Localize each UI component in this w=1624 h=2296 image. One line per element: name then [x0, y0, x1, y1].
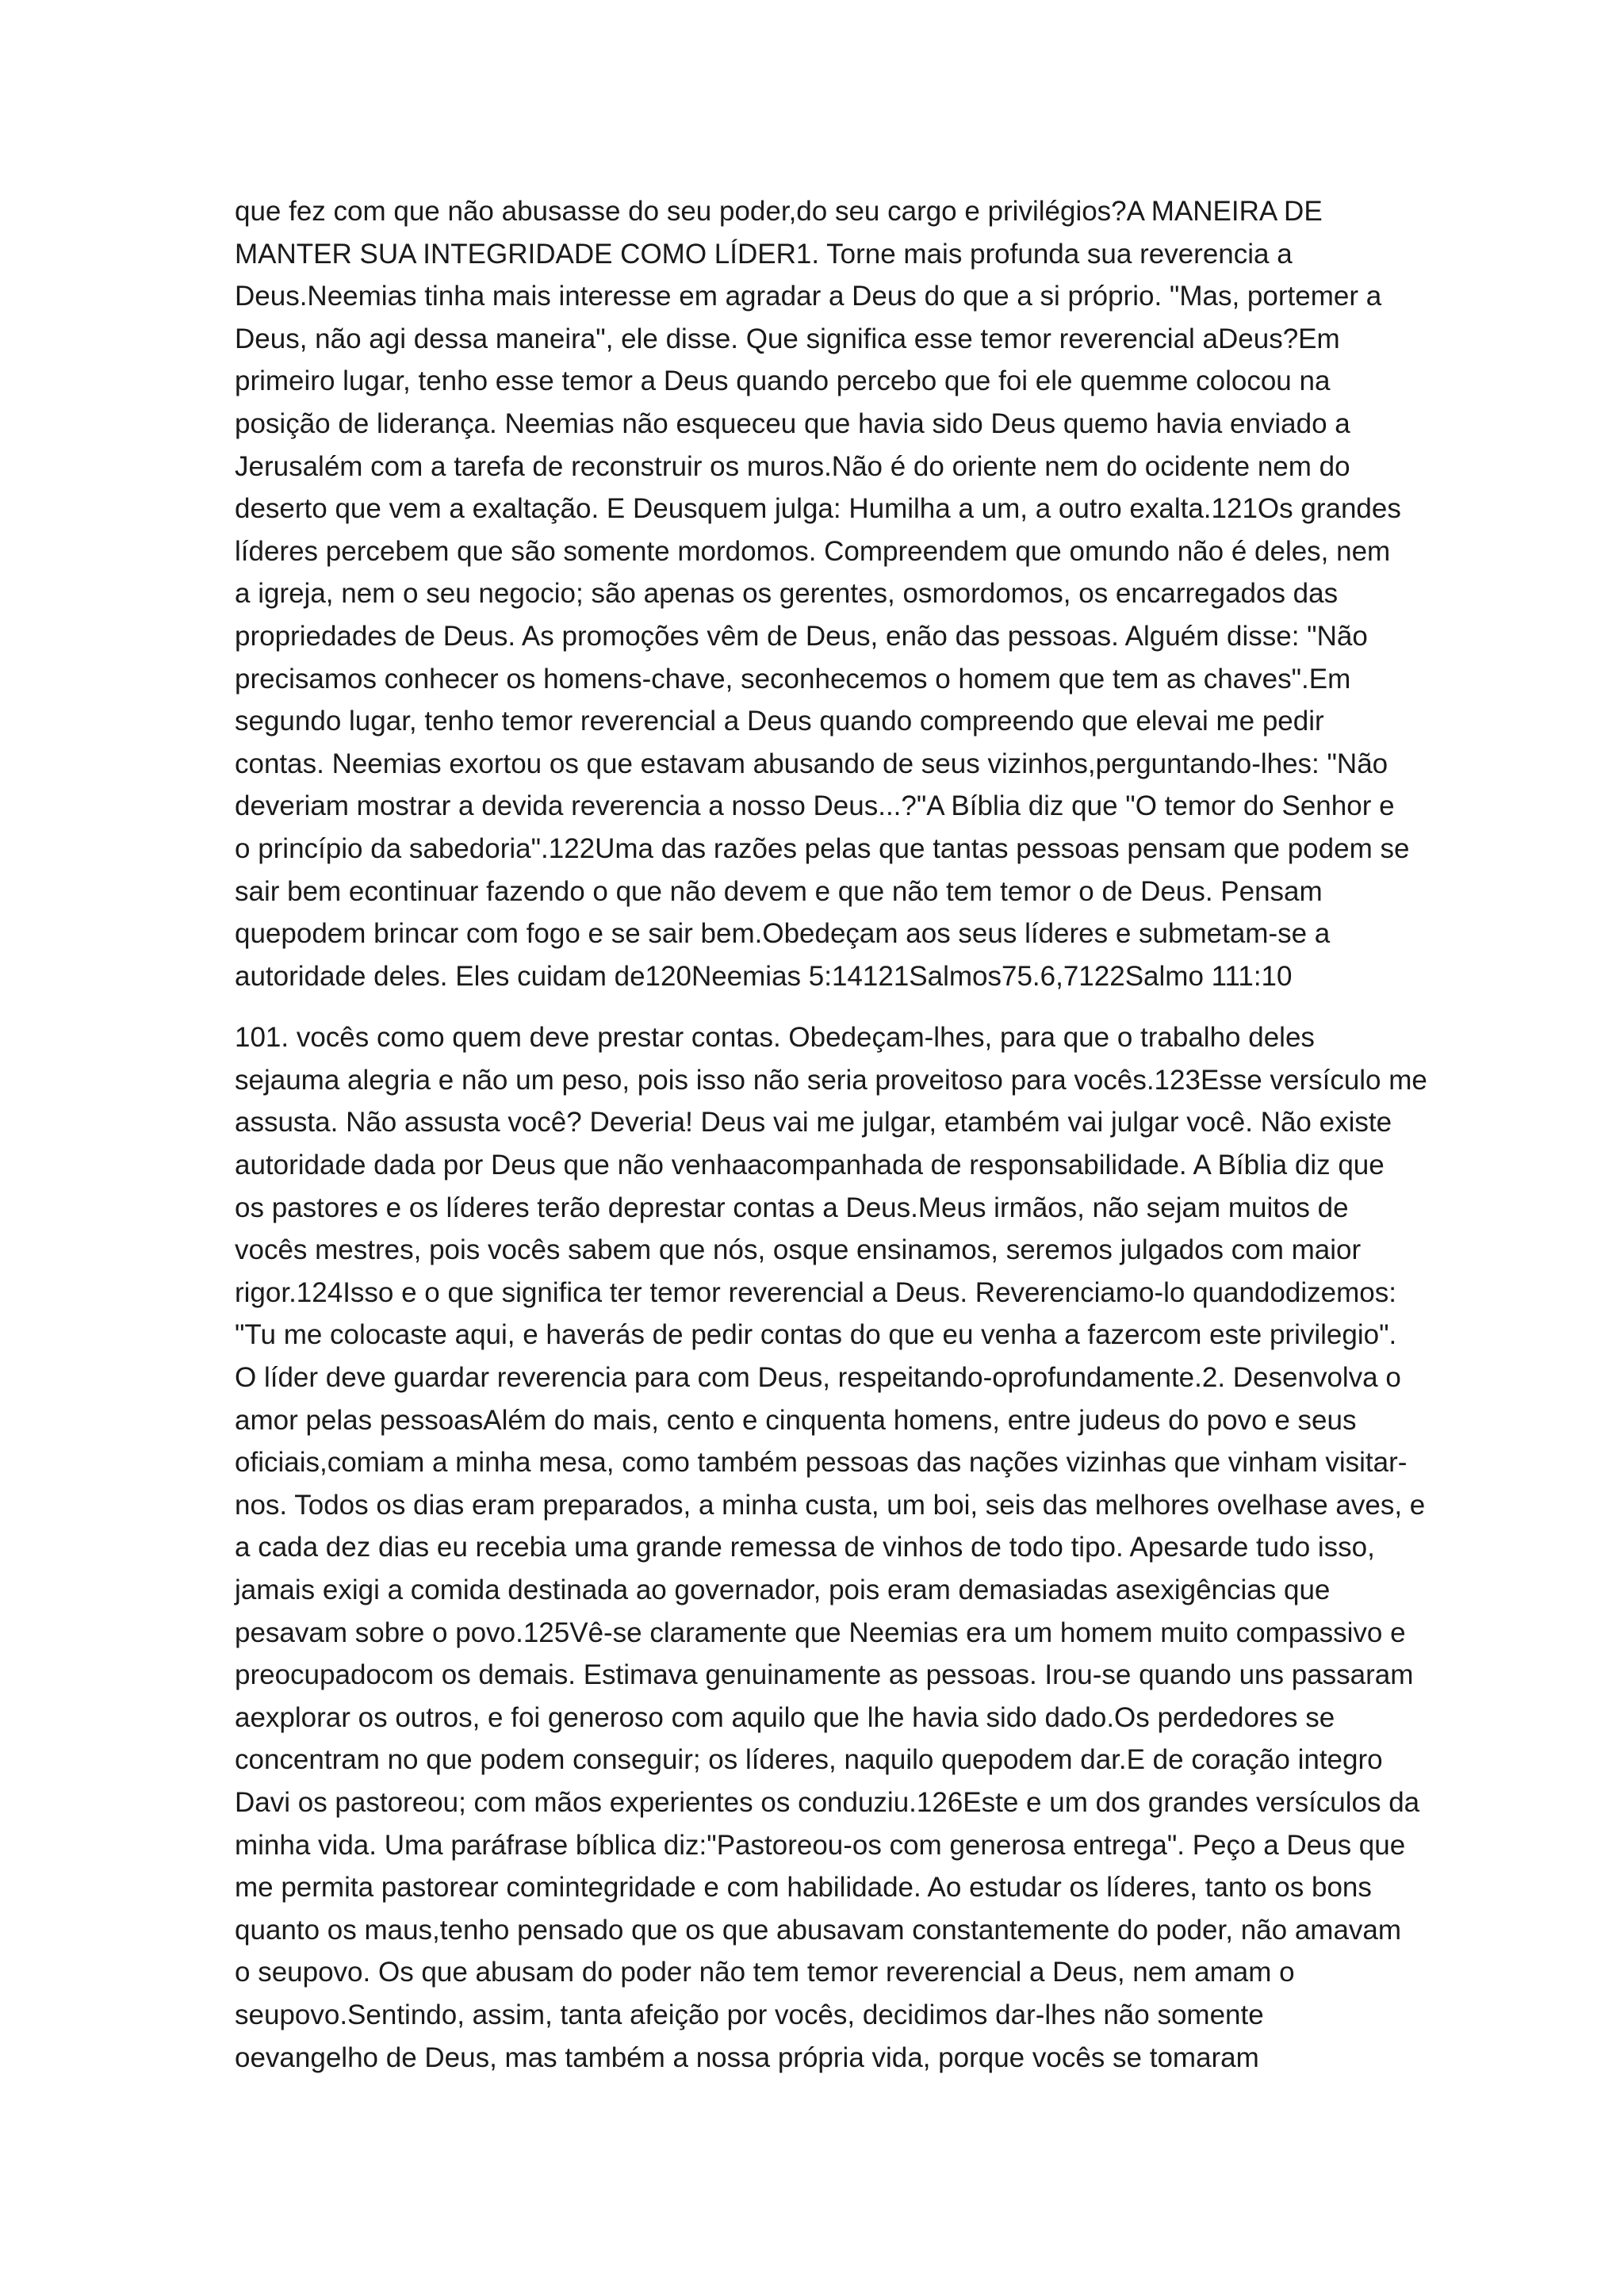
text-line: Davi os pastoreou; com mãos experientes os conduziu.126Este e um dos grandes versículos da: [235, 1786, 1420, 1818]
text-line: a cada dez dias eu recebia uma grande remessa de vinhos de todo tipo. Apesarde tudo isso,: [235, 1532, 1375, 1563]
text-line: posição de liderança. Neemias não esqueceu que havia sido Deus quemo havia enviado a: [235, 408, 1350, 439]
text-line: sair bem econtinuar fazendo o que não devem e que não tem temor o de Deus. Pensam: [235, 875, 1323, 907]
text-line: oevangelho de Deus, mas também a nossa própria vida, porque vocês se tomaram: [235, 2042, 1259, 2073]
text-line: aexplorar os outros, e foi generoso com aquilo que lhe havia sido dado.Os perdedores se: [235, 1701, 1335, 1733]
paragraph: [235, 190, 1408, 997]
text-line: que fez com que não abusasse do seu poder,do seu cargo e privilégios?A MANEIRA DE: [235, 196, 1323, 227]
text-line: Deus.Neemias tinha mais interesse em agradar a Deus do que a si próprio. "Mas, portemer a: [235, 281, 1382, 312]
text-line: 101. vocês como quem deve prestar contas. Obedeçam-lhes, para que o trabalho deles: [235, 1022, 1315, 1054]
text-line: nos. Todos os dias eram preparados, a minha custa, um boi, seis das melhores ovelhase aves, e: [235, 1489, 1426, 1521]
text-line: me permita pastorear comintegridade e com habilidade. Ao estudar os líderes, tanto os bons: [235, 1872, 1372, 1904]
text-line: seupovo.Sentindo, assim, tanta afeição por vocês, decidimos dar-lhes não somente: [235, 1999, 1264, 2030]
text-line: minha vida. Uma paráfrase bíblica diz:"Pastoreou-os com generosa entrega". Peço a Deus que: [235, 1829, 1406, 1861]
text-line: precisamos conhecer os homens-chave, seconhecemos o homem que tem as chaves".Em: [235, 663, 1351, 695]
text-line: deserto que vem a exaltação. E Deusquem julga: Humilha a um, a outro exalta.121Os grandes: [235, 493, 1401, 525]
text-line: contas. Neemias exortou os que estavam abusando de seus vizinhos,perguntando-lhes: "Não: [235, 748, 1388, 779]
text-line: assusta. Não assusta você? Deveria! Deus vai me julgar, etambém vai julgar você. Não existe: [235, 1107, 1392, 1138]
text-line: propriedades de Deus. As promoções vêm de Deus, enão das pessoas. Alguém disse: "Não: [235, 620, 1368, 652]
text-line: Jerusalém com a tarefa de reconstruir os muros.Não é do oriente nem do ocidente nem do: [235, 450, 1350, 482]
text-line: autoridade deles. Eles cuidam de120Neemias 5:14121Salmos75.6,7122Salmo 111:10: [235, 960, 1293, 992]
text-line: amor pelas pessoasAlém do mais, cento e cinquenta homens, entre judeus do povo e seus: [235, 1404, 1357, 1436]
text-line: segundo lugar, tenho temor reverencial a Deus quando compreendo que elevai me pedir: [235, 706, 1324, 737]
text-line: quepodem brincar com fogo e se sair bem.Obedeçam aos seus líderes e submetam-se a: [235, 918, 1331, 950]
text-line: deveriam mostrar a devida reverencia a nosso Deus...?"A Bíblia diz que "O temor do Senhor e: [235, 790, 1395, 822]
text-line: líderes percebem que são somente mordomos. Compreendem que omundo não é deles, nem: [235, 535, 1391, 567]
text-line: "Tu me colocaste aqui, e haverás de pedir contas do que eu venha a fazercom este privilegio".: [235, 1319, 1397, 1351]
paragraph: [235, 1016, 1427, 2079]
text-line: autoridade dada por Deus que não venhaacompanhada de responsabilidade. A Bíblia diz que: [235, 1150, 1385, 1181]
text-line: concentram no que podem conseguir; os líderes, naquilo quepodem dar.E de coração integro: [235, 1744, 1383, 1776]
text-line: sejauma alegria e não um peso, pois isso não seria proveitoso para vocês.123Esse versículo me: [235, 1064, 1427, 1096]
text-line: jamais exigi a comida destinada ao governador, pois eram demasiadas asexigências que: [235, 1575, 1331, 1605]
text-line: o seupovo. Os que abusam do poder não tem temor reverencial a Deus, nem amam o: [235, 1957, 1295, 1988]
text-line: Deus, não agi dessa maneira", ele disse. Que significa esse temor reverencial aDeus?Em: [235, 323, 1340, 354]
text-line: pesavam sobre o povo.125Vê-se claramente que Neemias era um homem muito compassivo e: [235, 1617, 1406, 1648]
text-line: vocês mestres, pois vocês sabem que nós, osque ensinamos, seremos julgados com maior: [235, 1234, 1362, 1266]
text-line: a igreja, nem o seu negocio; são apenas os gerentes, osmordomos, os encarregados das: [235, 578, 1339, 610]
text-line: rigor.124Isso e o que significa ter temor reverencial a Deus. Reverenciamo-lo quandodizemos:: [235, 1276, 1396, 1308]
text-line: primeiro lugar, tenho esse temor a Deus quando percebo que foi ele quemme colocou na: [235, 365, 1331, 397]
text-line: MANTER SUA INTEGRIDADE COMO LÍDER1. Torne mais profunda sua reverencia a: [235, 238, 1293, 270]
text-line: oficiais,comiam a minha mesa, como também pessoas das nações vizinhas que vinham visitar-: [235, 1447, 1408, 1479]
text-line: preocupadocom os demais. Estimava genuinamente as pessoas. Irou-se quando uns passaram: [235, 1659, 1414, 1691]
text-line: o princípio da sabedoria".122Uma das razões pelas que tantas pessoas pensam que podem se: [235, 832, 1410, 864]
text-line: os pastores e os líderes terão deprestar contas a Deus.Meus irmãos, não sejam muitos de: [235, 1192, 1349, 1223]
text-line: quanto os maus,tenho pensado que os que abusavam constantemente do poder, não amavam: [235, 1914, 1402, 1946]
document-body: [235, 190, 1427, 2079]
text-line: O líder deve guardar reverencia para com Deus, respeitando-oprofundamente.2. Desenvolva o: [235, 1362, 1401, 1394]
